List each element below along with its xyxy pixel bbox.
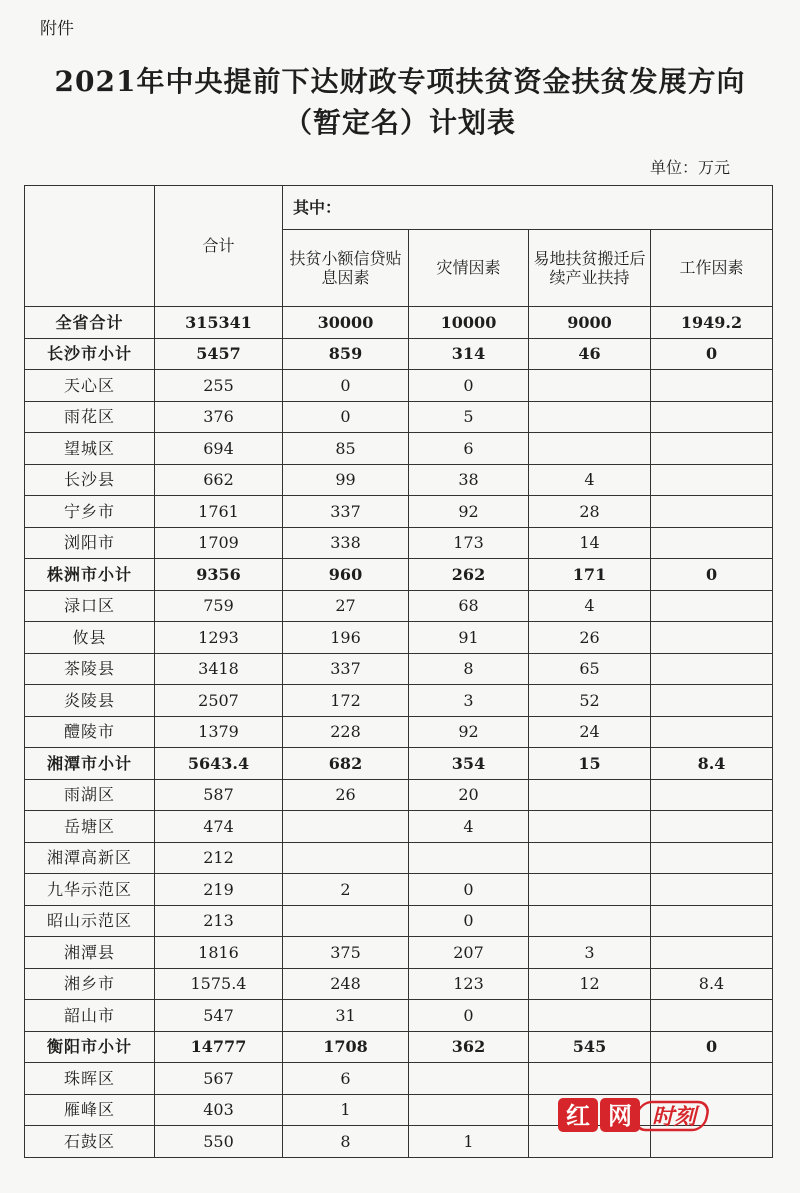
cell-total: 1709 bbox=[155, 527, 283, 559]
table-row bbox=[25, 905, 773, 937]
cell-relocation bbox=[529, 842, 651, 874]
cell-loan-interest bbox=[283, 811, 409, 843]
table-row bbox=[25, 622, 773, 654]
cell-name: 湘潭市小计 bbox=[25, 748, 155, 780]
cell-loan-interest: 26 bbox=[283, 779, 409, 811]
cell-loan-interest: 1 bbox=[283, 1094, 409, 1126]
cell-loan-interest: 338 bbox=[283, 527, 409, 559]
cell-name: 天心区 bbox=[25, 370, 155, 402]
cell-total: 9356 bbox=[155, 559, 283, 591]
cell-total: 547 bbox=[155, 1000, 283, 1032]
cell-total: 694 bbox=[155, 433, 283, 465]
cell-disaster: 0 bbox=[409, 874, 529, 906]
cell-loan-interest bbox=[283, 842, 409, 874]
plan-table bbox=[24, 185, 773, 1158]
cell-loan-interest: 31 bbox=[283, 1000, 409, 1032]
header-col-disaster: 灾情因素 bbox=[409, 230, 529, 307]
svg-text:红: 红 bbox=[566, 1102, 590, 1130]
cell-relocation bbox=[529, 874, 651, 906]
cell-name: 石鼓区 bbox=[25, 1126, 155, 1158]
cell-disaster: 0 bbox=[409, 1000, 529, 1032]
cell-work bbox=[651, 842, 773, 874]
cell-total: 1293 bbox=[155, 622, 283, 654]
table-row bbox=[25, 653, 773, 685]
cell-work bbox=[651, 1000, 773, 1032]
table-row bbox=[25, 937, 773, 969]
cell-loan-interest: 8 bbox=[283, 1126, 409, 1158]
unit-label: 单位：万元 bbox=[649, 158, 730, 177]
cell-disaster: 362 bbox=[409, 1031, 529, 1063]
cell-disaster: 207 bbox=[409, 937, 529, 969]
cell-disaster: 92 bbox=[409, 496, 529, 528]
table-row bbox=[25, 779, 773, 811]
cell-relocation: 28 bbox=[529, 496, 651, 528]
cell-relocation bbox=[529, 401, 651, 433]
cell-work bbox=[651, 1063, 773, 1095]
header-col-loan-interest: 扶贫小额信贷贴息因素 bbox=[283, 230, 409, 307]
watermark-logo bbox=[556, 1092, 716, 1140]
cell-total: 5643.4 bbox=[155, 748, 283, 780]
cell-disaster: 0 bbox=[409, 905, 529, 937]
cell-work bbox=[651, 716, 773, 748]
cell-name: 岳塘区 bbox=[25, 811, 155, 843]
cell-total: 219 bbox=[155, 874, 283, 906]
cell-relocation: 46 bbox=[529, 338, 651, 370]
cell-disaster: 4 bbox=[409, 811, 529, 843]
cell-loan-interest: 960 bbox=[283, 559, 409, 591]
table-row bbox=[25, 842, 773, 874]
cell-loan-interest: 375 bbox=[283, 937, 409, 969]
header-blank bbox=[25, 186, 155, 307]
cell-disaster: 354 bbox=[409, 748, 529, 780]
cell-loan-interest: 682 bbox=[283, 748, 409, 780]
cell-name: 全省合计 bbox=[25, 307, 155, 339]
cell-total: 662 bbox=[155, 464, 283, 496]
subtotal-row bbox=[25, 1031, 773, 1063]
cell-disaster: 262 bbox=[409, 559, 529, 591]
svg-text:网: 网 bbox=[608, 1102, 632, 1130]
cell-relocation bbox=[529, 1063, 651, 1095]
attachment-label: 附件 bbox=[40, 19, 74, 39]
table-row bbox=[25, 685, 773, 717]
cell-total: 1575.4 bbox=[155, 968, 283, 1000]
cell-work bbox=[651, 590, 773, 622]
cell-name: 醴陵市 bbox=[25, 716, 155, 748]
cell-name: 株洲市小计 bbox=[25, 559, 155, 591]
cell-name: 湘潭高新区 bbox=[25, 842, 155, 874]
cell-disaster: 1 bbox=[409, 1126, 529, 1158]
cell-name: 茶陵县 bbox=[25, 653, 155, 685]
header-col-work: 工作因素 bbox=[651, 230, 773, 307]
table-row bbox=[25, 527, 773, 559]
cell-relocation bbox=[529, 811, 651, 843]
cell-total: 403 bbox=[155, 1094, 283, 1126]
cell-relocation bbox=[529, 370, 651, 402]
cell-relocation: 12 bbox=[529, 968, 651, 1000]
cell-disaster: 5 bbox=[409, 401, 529, 433]
cell-disaster bbox=[409, 842, 529, 874]
cell-work bbox=[651, 653, 773, 685]
table-row bbox=[25, 968, 773, 1000]
cell-relocation: 3 bbox=[529, 937, 651, 969]
cell-relocation: 171 bbox=[529, 559, 651, 591]
cell-work bbox=[651, 874, 773, 906]
cell-name: 昭山示范区 bbox=[25, 905, 155, 937]
cell-name: 雁峰区 bbox=[25, 1094, 155, 1126]
cell-disaster: 38 bbox=[409, 464, 529, 496]
cell-disaster: 173 bbox=[409, 527, 529, 559]
cell-loan-interest: 0 bbox=[283, 401, 409, 433]
cell-loan-interest: 6 bbox=[283, 1063, 409, 1095]
cell-relocation bbox=[529, 905, 651, 937]
cell-disaster: 8 bbox=[409, 653, 529, 685]
cell-work bbox=[651, 370, 773, 402]
cell-work bbox=[651, 937, 773, 969]
cell-loan-interest: 337 bbox=[283, 653, 409, 685]
cell-loan-interest: 248 bbox=[283, 968, 409, 1000]
cell-total: 587 bbox=[155, 779, 283, 811]
cell-work bbox=[651, 811, 773, 843]
cell-work bbox=[651, 464, 773, 496]
cell-relocation: 545 bbox=[529, 1031, 651, 1063]
cell-disaster: 3 bbox=[409, 685, 529, 717]
cell-loan-interest: 1708 bbox=[283, 1031, 409, 1063]
cell-loan-interest: 228 bbox=[283, 716, 409, 748]
cell-loan-interest bbox=[283, 905, 409, 937]
cell-name: 长沙县 bbox=[25, 464, 155, 496]
cell-work bbox=[651, 622, 773, 654]
cell-disaster: 123 bbox=[409, 968, 529, 1000]
cell-relocation: 24 bbox=[529, 716, 651, 748]
cell-loan-interest: 172 bbox=[283, 685, 409, 717]
cell-relocation: 14 bbox=[529, 527, 651, 559]
cell-relocation: 15 bbox=[529, 748, 651, 780]
subtotal-row bbox=[25, 559, 773, 591]
cell-total: 213 bbox=[155, 905, 283, 937]
cell-disaster bbox=[409, 1063, 529, 1095]
cell-relocation: 9000 bbox=[529, 307, 651, 339]
cell-total: 5457 bbox=[155, 338, 283, 370]
cell-loan-interest: 85 bbox=[283, 433, 409, 465]
cell-disaster: 20 bbox=[409, 779, 529, 811]
cell-total: 1816 bbox=[155, 937, 283, 969]
cell-name: 衡阳市小计 bbox=[25, 1031, 155, 1063]
cell-relocation: 4 bbox=[529, 590, 651, 622]
cell-name: 雨花区 bbox=[25, 401, 155, 433]
cell-work: 8.4 bbox=[651, 968, 773, 1000]
cell-name: 韶山市 bbox=[25, 1000, 155, 1032]
cell-relocation bbox=[529, 433, 651, 465]
cell-disaster: 0 bbox=[409, 370, 529, 402]
cell-name: 宁乡市 bbox=[25, 496, 155, 528]
cell-name: 炎陵县 bbox=[25, 685, 155, 717]
cell-disaster: 68 bbox=[409, 590, 529, 622]
cell-work bbox=[651, 401, 773, 433]
cell-work bbox=[651, 905, 773, 937]
cell-work bbox=[651, 685, 773, 717]
cell-name: 珠晖区 bbox=[25, 1063, 155, 1095]
cell-name: 长沙市小计 bbox=[25, 338, 155, 370]
cell-total: 255 bbox=[155, 370, 283, 402]
header-total: 合计 bbox=[155, 186, 283, 307]
cell-total: 474 bbox=[155, 811, 283, 843]
table-row bbox=[25, 370, 773, 402]
table-row bbox=[25, 1063, 773, 1095]
cell-name: 湘乡市 bbox=[25, 968, 155, 1000]
table-row bbox=[25, 464, 773, 496]
cell-total: 376 bbox=[155, 401, 283, 433]
cell-disaster: 10000 bbox=[409, 307, 529, 339]
cell-relocation: 52 bbox=[529, 685, 651, 717]
svg-text:时刻: 时刻 bbox=[651, 1105, 697, 1130]
cell-loan-interest: 2 bbox=[283, 874, 409, 906]
cell-total: 567 bbox=[155, 1063, 283, 1095]
page-title: 2021年中央提前下达财政专项扶贫资金扶贫发展方向 bbox=[54, 65, 746, 98]
cell-total: 14777 bbox=[155, 1031, 283, 1063]
cell-disaster: 91 bbox=[409, 622, 529, 654]
cell-total: 3418 bbox=[155, 653, 283, 685]
subtotal-row bbox=[25, 748, 773, 780]
cell-loan-interest: 99 bbox=[283, 464, 409, 496]
cell-total: 1761 bbox=[155, 496, 283, 528]
cell-disaster bbox=[409, 1094, 529, 1126]
cell-relocation bbox=[529, 779, 651, 811]
table-row bbox=[25, 716, 773, 748]
cell-work: 0 bbox=[651, 559, 773, 591]
header-col-relocation: 易地扶贫搬迁后续产业扶持 bbox=[529, 230, 651, 307]
cell-work: 0 bbox=[651, 338, 773, 370]
cell-total: 315341 bbox=[155, 307, 283, 339]
cell-relocation: 65 bbox=[529, 653, 651, 685]
cell-work bbox=[651, 779, 773, 811]
table-row bbox=[25, 433, 773, 465]
cell-loan-interest: 196 bbox=[283, 622, 409, 654]
cell-work: 8.4 bbox=[651, 748, 773, 780]
cell-work: 1949.2 bbox=[651, 307, 773, 339]
table-row bbox=[25, 401, 773, 433]
cell-name: 攸县 bbox=[25, 622, 155, 654]
cell-work: 0 bbox=[651, 1031, 773, 1063]
cell-loan-interest: 859 bbox=[283, 338, 409, 370]
cell-loan-interest: 30000 bbox=[283, 307, 409, 339]
cell-relocation bbox=[529, 1000, 651, 1032]
table-row bbox=[25, 874, 773, 906]
cell-name: 浏阳市 bbox=[25, 527, 155, 559]
cell-loan-interest: 0 bbox=[283, 370, 409, 402]
cell-name: 湘潭县 bbox=[25, 937, 155, 969]
cell-total: 2507 bbox=[155, 685, 283, 717]
cell-total: 759 bbox=[155, 590, 283, 622]
cell-loan-interest: 27 bbox=[283, 590, 409, 622]
table-row bbox=[25, 1000, 773, 1032]
header-of-which: 其中： bbox=[283, 186, 773, 230]
cell-work bbox=[651, 496, 773, 528]
cell-disaster: 6 bbox=[409, 433, 529, 465]
cell-disaster: 314 bbox=[409, 338, 529, 370]
cell-name: 九华示范区 bbox=[25, 874, 155, 906]
cell-work bbox=[651, 433, 773, 465]
cell-name: 望城区 bbox=[25, 433, 155, 465]
cell-relocation: 26 bbox=[529, 622, 651, 654]
cell-total: 212 bbox=[155, 842, 283, 874]
cell-disaster: 92 bbox=[409, 716, 529, 748]
cell-work bbox=[651, 527, 773, 559]
cell-relocation: 4 bbox=[529, 464, 651, 496]
subtotal-row bbox=[25, 338, 773, 370]
table-row bbox=[25, 496, 773, 528]
cell-loan-interest: 337 bbox=[283, 496, 409, 528]
cell-total: 550 bbox=[155, 1126, 283, 1158]
table-row bbox=[25, 811, 773, 843]
cell-name: 渌口区 bbox=[25, 590, 155, 622]
table-row bbox=[25, 590, 773, 622]
cell-total: 1379 bbox=[155, 716, 283, 748]
cell-name: 雨湖区 bbox=[25, 779, 155, 811]
subtotal-row bbox=[25, 307, 773, 339]
page-title-line2: （暂定名）计划表 bbox=[283, 106, 516, 139]
